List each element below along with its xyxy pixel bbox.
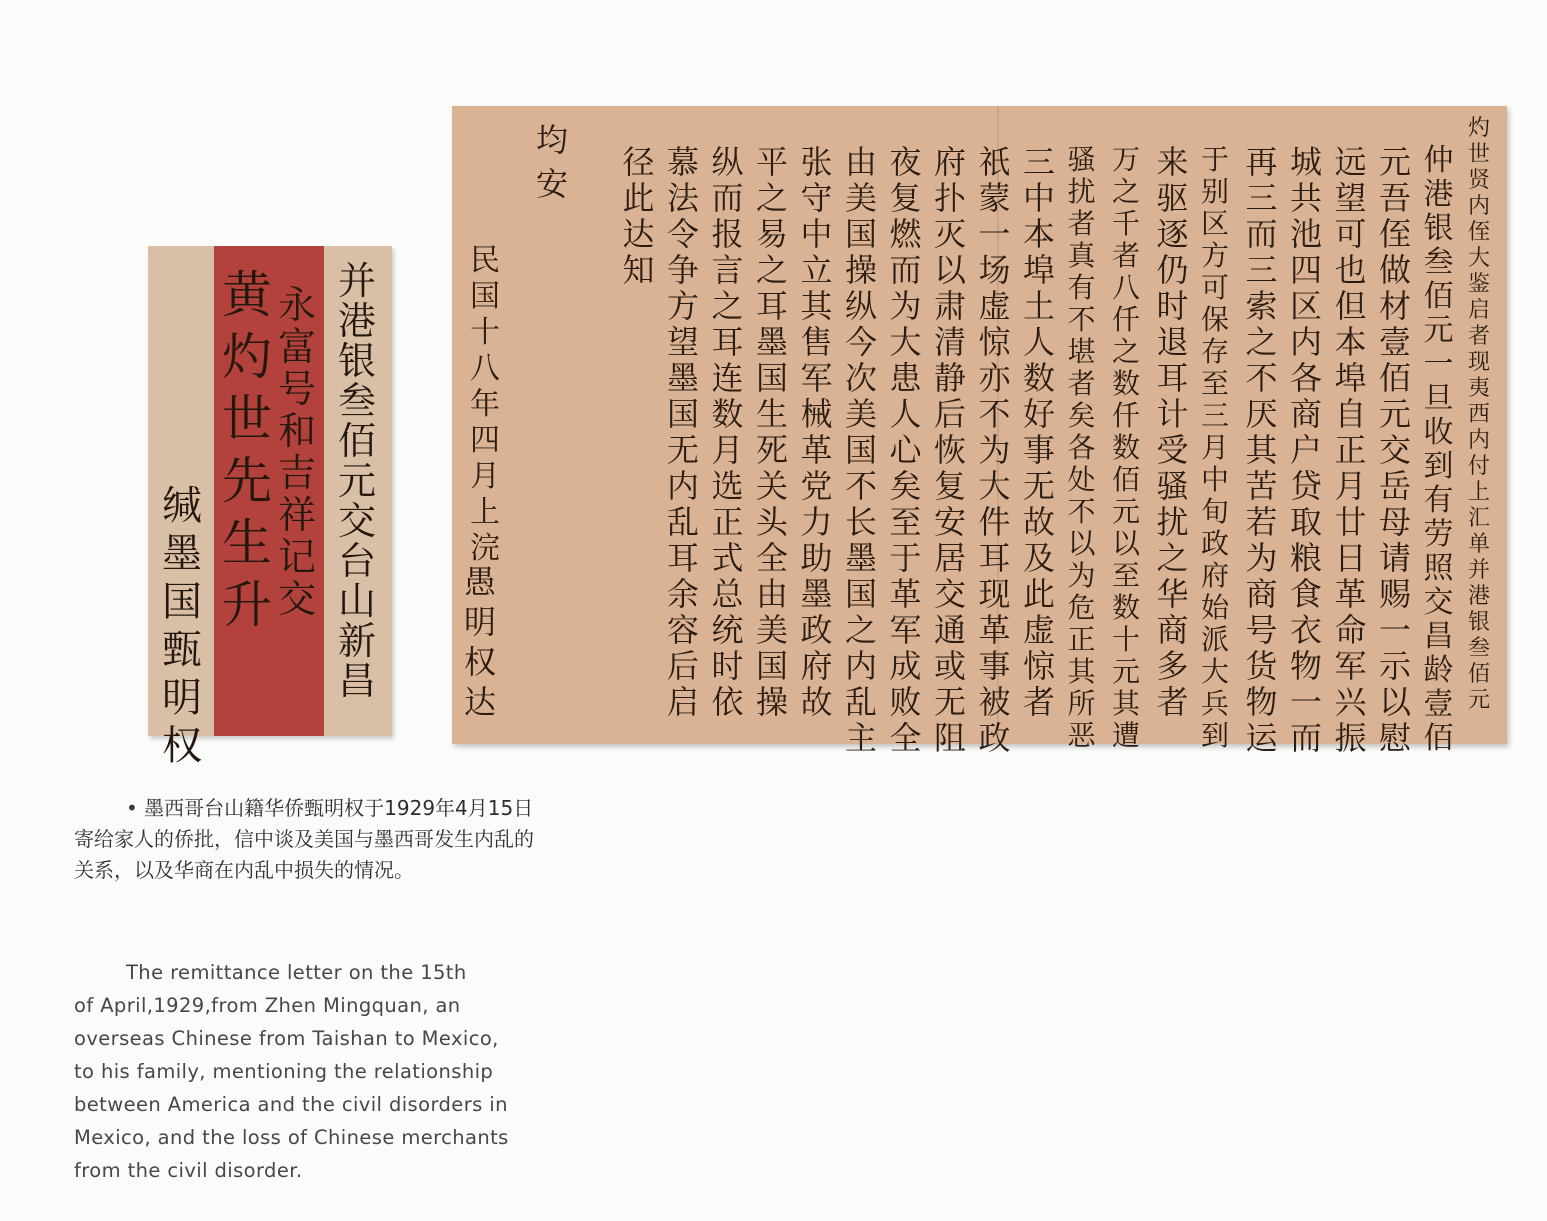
caption-english-line: overseas Chinese from Taishan to Mexico, — [74, 1027, 499, 1050]
caption-english-line: between America and the civil disorders in — [74, 1093, 508, 1116]
letter-column: 府 扑 灭 以 肃 清 静 后 恢 复 安 居 交 通 或 无 阻 — [934, 143, 967, 757]
letter-column: 于 别 区 方 可 保 存 至 三 月 中 旬 政 府 始 派 大 兵 到 — [1201, 143, 1230, 752]
letter-column: 由 美 国 操 纵 今 次 美 国 不 长 墨 国 之 内 乱 主 — [845, 143, 878, 757]
letter-column: 三 中 本 埠 土 人 数 好 事 无 故 及 此 虚 惊 者 — [1023, 143, 1056, 721]
letter-column: 远 望 可 也 但 本 埠 自 正 月 廿 日 革 命 军 兴 振 — [1334, 143, 1367, 757]
caption-english — [74, 956, 544, 1187]
letter-signature: 愚 明 权 达 — [464, 563, 497, 721]
letter-column: 夜 复 燃 而 为 大 患 人 心 矣 至 于 革 军 成 败 全 — [889, 143, 922, 757]
letter-column: 平 之 易 之 耳 墨 国 生 死 关 头 全 由 美 国 操 — [756, 143, 789, 721]
letter-column: 灼 世 贤 内 侄 大 鉴 启 者 现 夷 西 内 付 上 汇 单 并 港 银 叁 佰 元 — [1468, 116, 1491, 713]
letter-column: 张 守 中 立 其 售 军 械 革 党 力 助 墨 政 府 故 — [800, 143, 833, 721]
letter-date: 民 国 十 八 年 四 月 上 浣 — [470, 243, 500, 566]
letter-column: 径 此 达 知 — [622, 143, 655, 289]
envelope-sender: 缄 墨 国 甄 明 权 — [162, 483, 202, 769]
caption-english-line: from the civil disorder. — [74, 1159, 303, 1182]
caption-chinese — [74, 793, 550, 886]
letter-column: 元 吾 侄 做 材 壹 佰 元 交 岳 母 请 赐 一 示 以 慰 — [1379, 143, 1412, 757]
letter-column: 城 共 池 四 区 内 各 商 户 贷 取 粮 食 衣 物 一 而 — [1290, 143, 1323, 757]
letter-salutation: 均 安 — [536, 121, 569, 203]
caption-bullet: • — [126, 796, 138, 820]
letter-column: 万 之 千 者 八 仟 之 数 仟 数 佰 元 以 至 数 十 元 其 遭 — [1112, 143, 1141, 752]
caption-chinese-text: 墨西哥台山籍华侨甄明权于1929年4月15日寄给家人的侨批，信中谈及美国与墨西哥发生内乱的关系，以及华商在内乱中损失的情况。 — [74, 796, 534, 882]
letter-column: 再 三 而 三 索 之 不 厌 其 苦 若 为 商 号 货 物 运 — [1245, 143, 1278, 757]
envelope-addressee: 黄 灼 世 先 生 升 — [222, 266, 272, 634]
letter-column: 慕 法 令 争 方 望 墨 国 无 内 乱 耳 余 容 后 启 — [667, 143, 700, 721]
letter-column: 来 驱 逐 仍 时 退 耳 计 受 骚 扰 之 华 商 多 者 — [1156, 143, 1189, 721]
caption-english-line: Mexico, and the loss of Chinese merchants — [74, 1126, 509, 1149]
letter-column: 纵 而 报 言 之 耳 连 数 月 选 正 式 总 统 时 依 — [711, 143, 744, 721]
letter-column: 骚 扰 者 真 有 不 堪 者 矣 各 处 不 以 为 危 正 其 所 恶 — [1067, 143, 1096, 752]
envelope-line: 永 富 号 和 吉 祥 记 交 — [278, 283, 317, 621]
caption-english-line: of April,1929,from Zhen Mingquan, an — [74, 994, 461, 1017]
caption-english-line: The remittance letter on the 15th — [126, 961, 467, 984]
caption-english-line: to his family, mentioning the relationship — [74, 1060, 494, 1083]
letter-column: 祇 蒙 一 场 虚 惊 亦 不 为 大 件 耳 现 革 事 被 政 — [978, 143, 1011, 757]
letter-column: 仲 港 银 叁 佰 元 一 旦 收 到 有 劳 照 交 昌 龄 壹 佰 — [1423, 143, 1454, 756]
envelope-line: 并 港 银 叁 佰 元 交 台 山 新 昌 — [338, 259, 377, 703]
